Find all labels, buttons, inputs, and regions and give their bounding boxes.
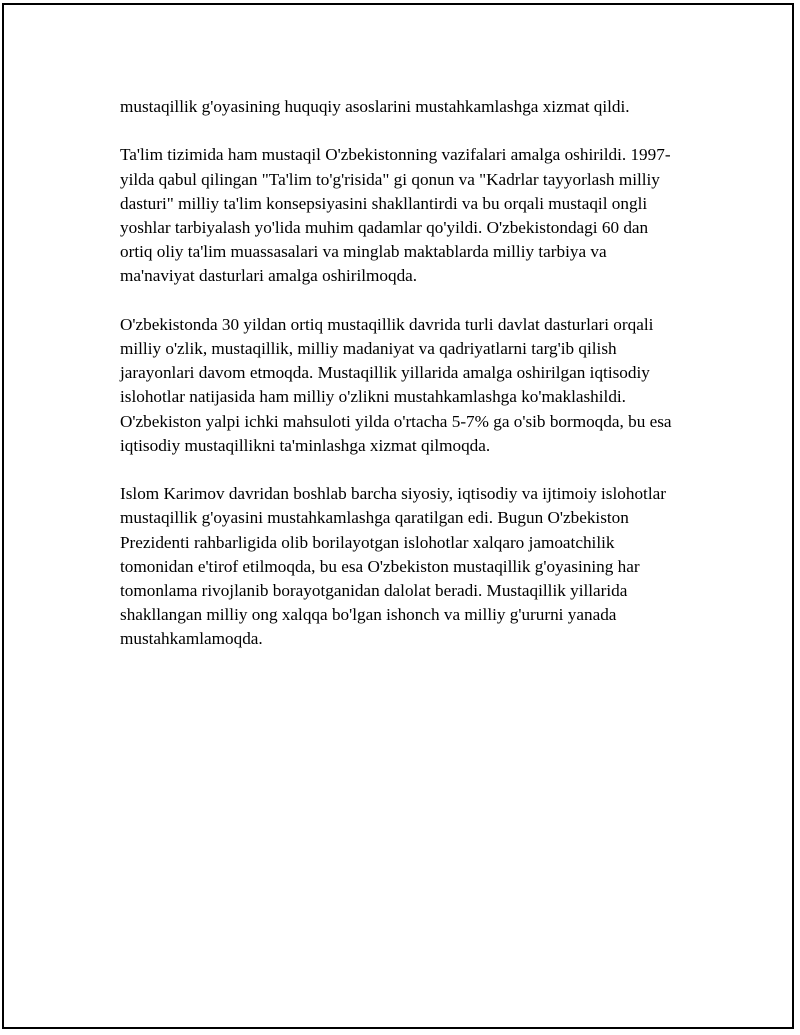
paragraph-3: O'zbekistonda 30 yildan ortiq mustaqillik davrida turli davlat dasturlari orqali milliy o'zlik, mustaqillik, milliy madaniyat va qadriyatlarni targ'ib qilish jarayonlari davom etmoqda. Mustaqillik yillarida amalga oshirilgan iqtisodiy islohotlar natijasida ham milliy o'zlikni mustahkamlashga ko'maklashildi. O'zbekiston yalpi ichki mahsuloti yilda o'rtacha 5-7% ga o'sib bormoqda, bu esa iqtisodiy mustaqillikni ta'minlashga xizmat qilmoqda. [120,314,672,455]
paragraph-1: mustaqillik g'oyasining huquqiy asoslarini mustahkamlashga xizmat qildi. [120,97,630,116]
paragraph-4: Islom Karimov davridan boshlab barcha siyosiy, iqtisodiy va ijtimoiy islohotlar mustaqillik g'oyasini mustahkamlashga qaratilgan edi. Bugun O'zbekiston Prezidenti rahbarligida olib borilayotgan islohotlar xalqaro jamoatchilik tomonidan e'tirof etilmoqda, bu esa O'zbekiston mustaqillik g'oyasining har tomonlama rivojlanib borayotganidan dalolat beradi. Mustaqillik yillarida shakllangan milliy ong xalqqa bo'lgan ishonch va milliy g'ururni yanada mustahkamlamoqda. [120,484,666,649]
document-body [120,95,680,676]
paragraph-2: Ta'lim tizimida ham mustaqil O'zbekistonning vazifalari amalga oshirildi. 1997-yilda qabul qilingan "Ta'lim to'g'risida" gi qonun va "Kadrlar tayyorlash milliy dasturi" milliy ta'lim konsepsiyasini shakllantirdi va bu orqali mustaqil ongli yoshlar tarbiyalash yo'lida muhim qadamlar qo'yildi. O'zbekistondagi 60 dan ortiq oliy ta'lim muassasalari va minglab maktablarda milliy tarbiya va ma'naviyat dasturlari amalga oshirilmoqda. [120,145,671,286]
document-page [2,3,794,1029]
